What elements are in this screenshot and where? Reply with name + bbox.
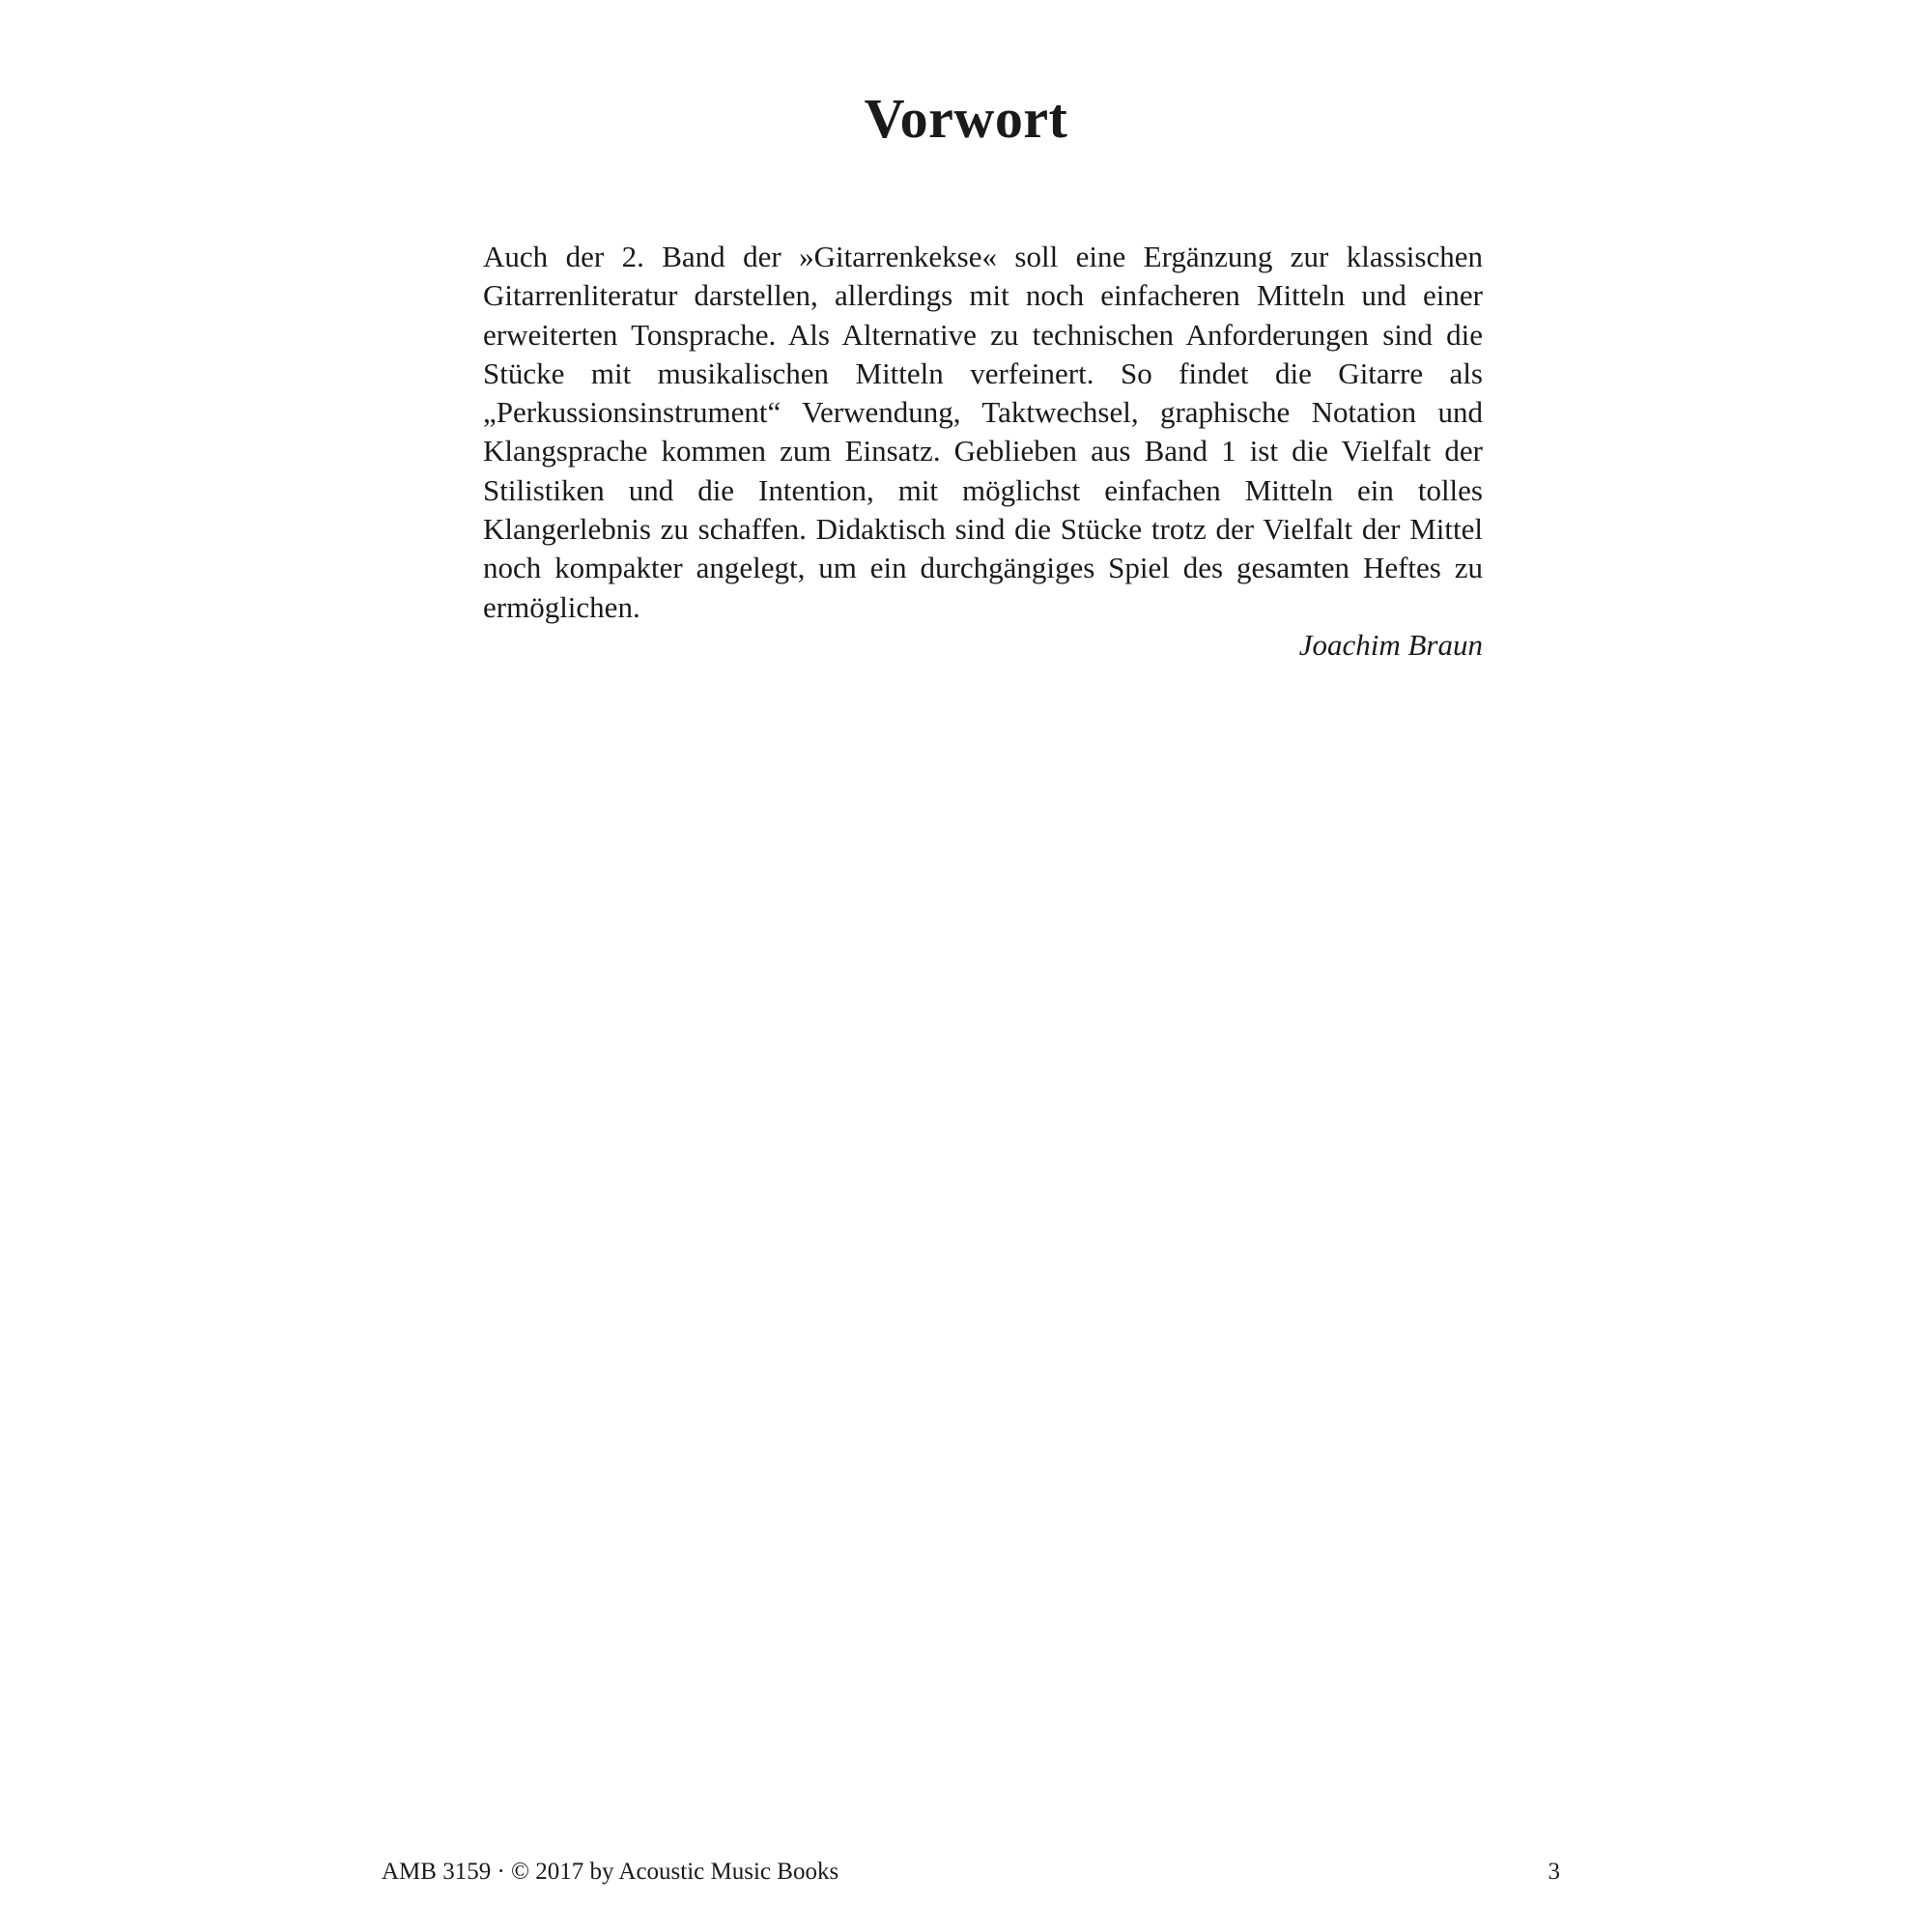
page-footer (382, 1855, 1560, 1889)
page-title: Vorwort (864, 87, 1068, 150)
page-number: 3 (1548, 1859, 1560, 1885)
footer-copyright: AMB 3159 · © 2017 by Acoustic Music Books (382, 1859, 839, 1885)
preface-paragraph: Auch der 2. Band der »Gitarrenkekse« soll eine Ergänzung zur klassischen Gitarrenliteratur darstellen, allerdings mit noch einfacheren Mitteln und einer erweiterten Tonsprache. Als Alternative zu technischen Anforderungen sind die Stücke mit musikalischen Mitteln verfeinert. So findet die Gitarre als „Perkussionsinstrument“ Verwendung, Taktwechsel, graphische Notation und Klangsprache kommen zum Einsatz. Geblieben aus Band 1 ist die Vielfalt der Stilistiken und die Intention, mit möglichst einfachen Mitteln ein tolles Klangerlebnis zu schaffen. Didaktisch sind die Stücke trotz der Vielfalt der Mittel noch kompakter angelegt, um ein durchgängiges Spiel des gesamten Heftes zu ermöglichen. (483, 240, 1483, 624)
author-signature: Joachim Braun (1298, 628, 1483, 662)
